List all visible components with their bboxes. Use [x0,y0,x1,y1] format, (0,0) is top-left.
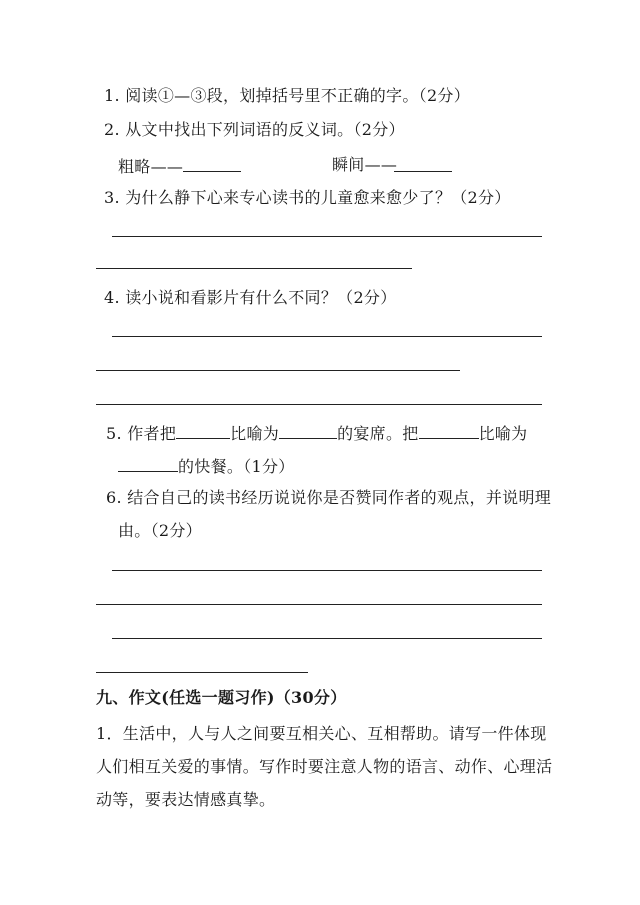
composition-prompt-line-3: 动等，要表达情感真挚。 [96,790,276,809]
question-6-line-1: 6. 结合自己的读书经历说说你是否赞同作者的观点，并说明理 [106,488,552,507]
antonym-row [118,155,538,177]
composition-prompt-line-2: 人们相互关爱的事情。写作时要注意人物的语言、动作、心理活 [96,757,553,776]
question-3: 3. 为什么静下心来专心读书的儿童愈来愈少了？（2分） [104,188,511,207]
question-5-part-4: 比喻为 [478,424,528,443]
answer-line-6c[interactable] [112,638,542,639]
question-6-line-2: 由。（2分） [118,521,202,540]
question-4: 4. 读小说和看影片有什么不同？（2分） [104,288,397,307]
antonym-blank-1[interactable] [183,155,241,172]
question-1: 1. 阅读①—③段，划掉括号里不正确的字。（2分） [104,86,471,105]
antonym-word-2: 瞬间—— [332,155,398,174]
answer-line-6b[interactable] [96,604,542,605]
question-5-line-1 [106,422,527,444]
question-5-part-1: 5. 作者把 [106,424,177,443]
section-9-heading: 九、作文(任选一题习作)（30分） [96,688,347,707]
question-5-part-2: 比喻为 [230,424,280,443]
answer-line-4c[interactable] [96,404,542,405]
composition-prompt-line-1: 1．生活中，人与人之间要互相关心、互相帮助。请写一件体现 [96,724,547,743]
question-5-blank-3[interactable] [419,422,479,439]
question-5-blank-1[interactable] [176,422,230,439]
answer-line-4a[interactable] [112,336,542,337]
question-5-blank-4[interactable] [118,455,178,472]
antonym-blank-2[interactable] [394,155,452,172]
answer-line-4b[interactable] [96,370,460,371]
antonym-word-1: 粗略—— [118,157,184,176]
question-5-line-2 [118,455,295,477]
question-5-blank-2[interactable] [279,422,337,439]
answer-line-3b[interactable] [96,268,412,269]
question-5-part-5: 的快餐。（1分） [178,457,295,476]
answer-line-3a[interactable] [112,236,542,237]
question-5-part-3: 的宴席。把 [337,424,419,443]
question-2: 2. 从文中找出下列词语的反义词。（2分） [104,120,405,139]
answer-line-6a[interactable] [112,570,542,571]
answer-line-6d[interactable] [96,672,308,673]
